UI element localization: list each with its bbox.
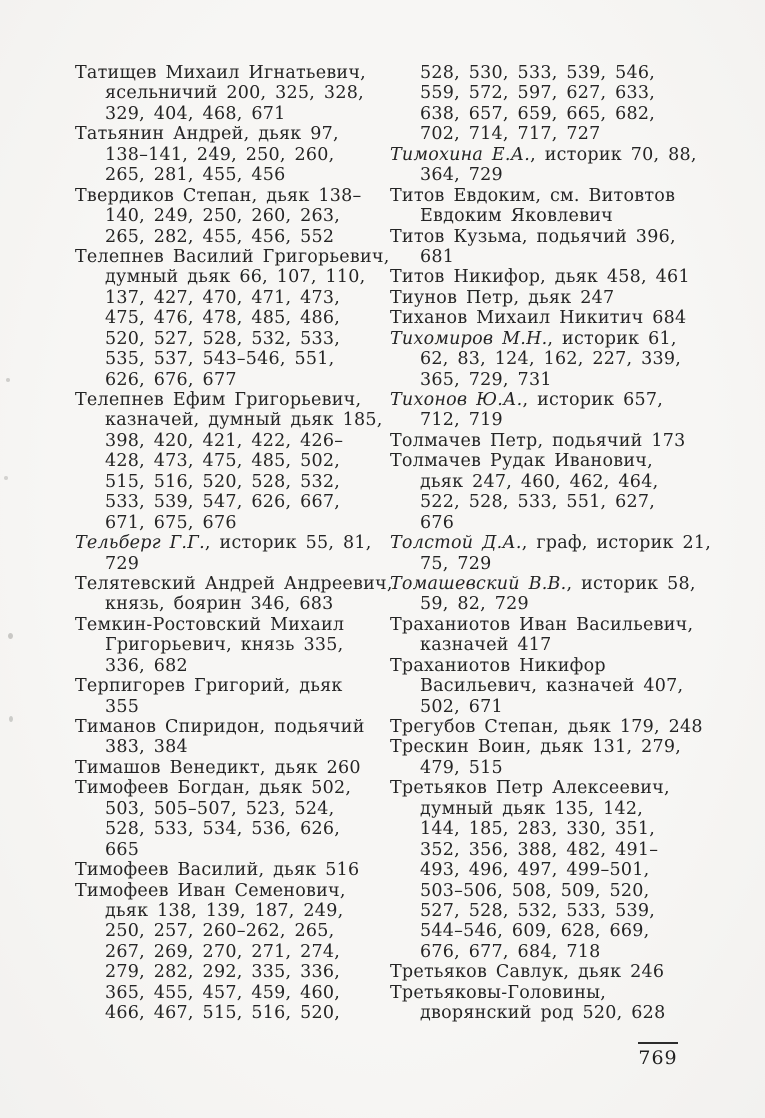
entry-lead-text: Третьяковы-Головины, [390,982,607,1003]
index-entry [75,186,377,247]
index-entry [390,227,705,268]
entry-continuation-line: 352, 356, 388, 482, 491– [420,839,659,860]
index-column-right [390,63,712,1024]
entry-lead-line [390,983,705,1003]
entry-lead-line [390,227,705,247]
entry-lead-text: Тимашов Венедикт, дьяк 260 [75,757,361,778]
entry-continuation-line: 493, 496, 497, 499–501, [420,860,650,881]
entry-continuation-line: 265, 281, 455, 456 [105,165,286,186]
entry-lead-line [390,288,705,308]
entry-continuation-line: 638, 657, 659, 665, 682, [420,103,656,124]
entry-lead-line [390,615,705,635]
entry-lead-text: Толмачев Петр, подьячий 173 [390,430,686,451]
entry-continuation-line: 336, 682 [105,655,188,676]
entry-continuation-line: 544–546, 609, 628, 669, [420,921,650,942]
entry-lead-line [390,186,705,206]
index-entry [75,533,377,574]
index-entry [390,656,705,717]
entry-lead-text: Третьяков Петр Алексеевич, [390,778,670,799]
entry-continuation-line: 559, 572, 597, 627, 633, [420,83,656,104]
entry-name-italic: Тимохина Е.А. [390,144,531,165]
entry-lead-text: Тимофеев Богдан, дьяк 502, [75,778,352,799]
entry-continuation-line: 267, 269, 270, 271, 274, [105,941,341,962]
entry-lead-text: , граф, историк 21, [521,533,712,554]
entry-lead-line [390,308,705,328]
entry-lead-text: , историк 58, [566,573,696,594]
entry-lead-text: Телепнев Василий Григорьевич, [75,246,390,267]
index-entry [390,574,705,615]
index-entry [75,124,377,185]
entry-lead-line [390,533,712,554]
scan-artifact [9,716,13,722]
index-entry [75,881,377,1024]
entry-continuation-line: 527, 528, 532, 533, 539, [420,900,656,921]
entry-lead-text: , историк 61, [547,328,677,349]
entry-continuation-line: 479, 515 [420,757,503,778]
scan-artifact [8,633,13,639]
entry-continuation-line: казначей 417 [420,635,552,656]
entry-continuation-line: 522, 528, 533, 551, 627, [420,492,656,513]
index-entry [390,267,705,287]
entry-lead-text: Терпигорев Григорий, дьяк [75,676,343,697]
entry-continuation-line: казначей, думный дьяк 185, [105,410,383,431]
entry-lead-line [75,533,377,553]
entry-lead-text: Тиманов Спиридон, подьячий [75,717,365,737]
entry-lead-line [75,860,377,880]
entry-lead-line [390,267,705,287]
entry-continuation-line: думный дьяк 66, 107, 110, [105,267,366,288]
entry-continuation-line: 528, 533, 534, 536, 626, [105,819,341,840]
entry-lead-line [390,431,705,451]
entry-lead-text: Тимофеев Василий, дьяк 516 [75,860,360,881]
entry-continuation-line: 59, 82, 729 [420,594,529,615]
entry-lead-line [75,676,377,696]
index-entry [390,390,705,431]
index-entry [390,533,712,574]
entry-continuation-line: 383, 384 [105,737,188,758]
index-entry [75,573,393,615]
index-entry [75,758,377,778]
entry-lead-text: Траханиотов Иван Васильевич, [390,614,694,635]
entry-continuation-line: ясельничий 200, 325, 328, [105,83,364,104]
index-column-left [75,63,393,1024]
entry-continuation-line: дьяк 247, 460, 462, 464, [420,471,659,492]
index-entry [75,676,377,717]
entry-lead-line [75,63,377,83]
index-entry [390,615,705,656]
entry-continuation-line: 398, 420, 421, 422, 426– [105,430,344,451]
index-entry [390,778,705,962]
entry-continuation-line: 137, 427, 470, 471, 473, [105,287,341,308]
entry-continuation-line: 75, 729 [420,553,492,574]
index-entry [75,778,377,860]
entry-lead-text: Траханиотов Никифор [390,655,606,676]
entry-continuation-line: 364, 729 [420,165,503,186]
scan-artifact [6,378,10,382]
entry-lead-text: Твердиков Степан, дьяк 138– [75,185,362,206]
entry-lead-line [390,778,705,798]
entry-continuation-line: 365, 455, 457, 459, 460, [105,982,341,1003]
entry-lead-text: Телепнев Ефим Григорьевич, [75,390,362,410]
entry-continuation-line: 528, 530, 533, 539, 546, [420,63,656,83]
entry-lead-line [390,329,705,349]
page-number-text: 769 [638,1047,678,1069]
index-entry [75,615,377,676]
entry-continuation-line: 676, 677, 684, 718 [420,941,601,962]
entry-continuation-line: 533, 539, 547, 626, 667, [105,492,341,513]
entry-continuation-line: думный дьяк 135, 142, [420,798,644,819]
entry-continuation-line: князь, боярин 346, 683 [105,594,334,615]
entry-lead-line [75,124,377,144]
entry-lead-text: Татьянин Андрей, дьяк 97, [75,124,339,145]
index-entry [75,860,377,880]
entry-lead-line [75,573,393,594]
entry-continuation-line: 626, 676, 677 [105,369,237,390]
entry-lead-text: Толмачев Рудак Иванович, [390,451,653,472]
index-entry [390,308,705,328]
entry-lead-line [75,778,377,798]
entry-name-italic: Тельберг Г.Г. [75,533,205,554]
entry-continuation-line: 671, 675, 676 [105,512,237,533]
entry-name-italic: Тихомиров М.Н. [390,328,548,349]
index-entry [390,288,705,308]
entry-lead-line [75,186,377,206]
entry-continuation-line: Григорьевич, князь 335, [105,635,344,656]
entry-lead-line [390,962,705,982]
entry-lead-text: Титов Кузьма, подьячий 396, [390,226,676,247]
entry-lead-line [75,717,377,737]
index-entry [390,186,705,227]
index-entry [390,451,705,533]
entry-continuation-line: 535, 537, 543–546, 551, [105,349,335,370]
index-entry [75,246,390,390]
index-entry [75,390,383,533]
entry-continuation-line: 140, 249, 250, 260, 263, [105,206,341,227]
entry-continuation-line: 702, 714, 717, 727 [420,124,601,145]
entry-continuation-line: 681 [420,246,455,267]
scan-artifact [4,476,8,480]
entry-continuation-line: 712, 719 [420,410,503,431]
entry-continuation-line: 329, 404, 468, 671 [105,103,286,124]
entry-lead-text: Титов Евдоким, см. Витовтов [390,185,676,206]
entry-continuation-line: Васильевич, казначей 407, [420,676,684,697]
index-entry [390,737,705,778]
entry-lead-text: Трегубов Степан, дьяк 179, 248 [390,717,703,737]
entry-lead-line [390,656,705,676]
entry-lead-text: Титов Никифор, дьяк 458, 461 [390,267,690,288]
entry-continuation-line: 502, 671 [420,696,503,717]
entry-lead-line [390,717,705,737]
entry-continuation-line: 62, 83, 124, 162, 227, 339, [420,349,682,370]
entry-lead-line [390,737,705,757]
entry-continuation-line: 729 [105,553,140,574]
entry-continuation-line: 503, 505–507, 523, 524, [105,798,335,819]
entry-lead-line [390,451,705,471]
page-number [638,1042,678,1069]
entry-continuation-line: Евдоким Яковлевич [420,206,613,227]
entry-continuation-line: 138–141, 249, 250, 260, [105,144,335,165]
entry-lead-text: Третьяков Савлук, дьяк 246 [390,962,665,983]
index-entry [390,63,705,145]
entry-lead-line [75,615,377,635]
entry-lead-line [390,390,705,410]
entry-continuation-line: 520, 527, 528, 532, 533, [105,328,341,349]
entry-continuation-line: 250, 257, 260–262, 265, [105,921,335,942]
entry-lead-line [390,145,705,165]
index-entry [390,431,705,451]
entry-continuation-line: 279, 282, 292, 335, 336, [105,962,341,983]
index-entry [75,63,377,124]
entry-lead-line [75,758,377,778]
entry-lead-text: Татищев Михаил Игнатьевич, [75,63,366,83]
entry-lead-text: Темкин-Ростовский Михаил [75,614,345,635]
entry-lead-text: , историк 55, 81, [204,533,372,554]
entry-lead-line [75,390,377,410]
entry-lead-line [390,574,705,594]
entry-continuation-line: 515, 516, 520, 528, 532, [105,471,341,492]
entry-lead-text: Тиунов Петр, дьяк 247 [390,287,615,308]
entry-continuation-line: 665 [105,839,140,860]
index-entry [390,717,705,737]
entry-name-italic: Толстой Д.А. [390,533,522,554]
index-entry [390,145,705,186]
index-entry [390,983,705,1024]
entry-lead-text: , историк 657, [522,390,664,410]
entry-lead-text: Трескин Воин, дьяк 131, 279, [390,737,682,758]
entry-lead-line [75,246,390,267]
entry-continuation-line: 265, 282, 455, 456, 552 [105,226,335,247]
entry-lead-text: , историк 70, 88, [530,144,697,165]
index-entry [390,329,705,390]
index-entry [75,717,377,758]
entry-lead-text: Тимофеев Иван Семенович, [75,880,346,901]
entry-continuation-line: 503–506, 508, 509, 520, [420,880,650,901]
entry-name-italic: Томашевский В.В. [390,573,567,594]
entry-continuation-line: дворянский род 520, 628 [420,1003,666,1024]
entry-continuation-line: 355 [105,696,140,717]
entry-continuation-line: 676 [420,512,455,533]
entry-name-italic: Тихонов Ю.А. [390,390,523,410]
entry-continuation-line: 365, 729, 731 [420,369,552,390]
entry-continuation-line: 428, 473, 475, 485, 502, [105,451,341,472]
entry-continuation-line: 144, 185, 283, 330, 351, [420,819,656,840]
entry-continuation-line: дьяк 138, 139, 187, 249, [105,900,344,921]
entry-lead-text: Тиханов Михаил Никитич 684 [390,308,687,329]
entry-lead-text: Телятевский Андрей Андреевич, [75,573,393,594]
entry-continuation-line: 475, 476, 478, 485, 486, [105,308,341,329]
entry-continuation-line: 466, 467, 515, 516, 520, [105,1003,341,1024]
index-entry [390,962,705,982]
entry-lead-line [75,881,377,901]
